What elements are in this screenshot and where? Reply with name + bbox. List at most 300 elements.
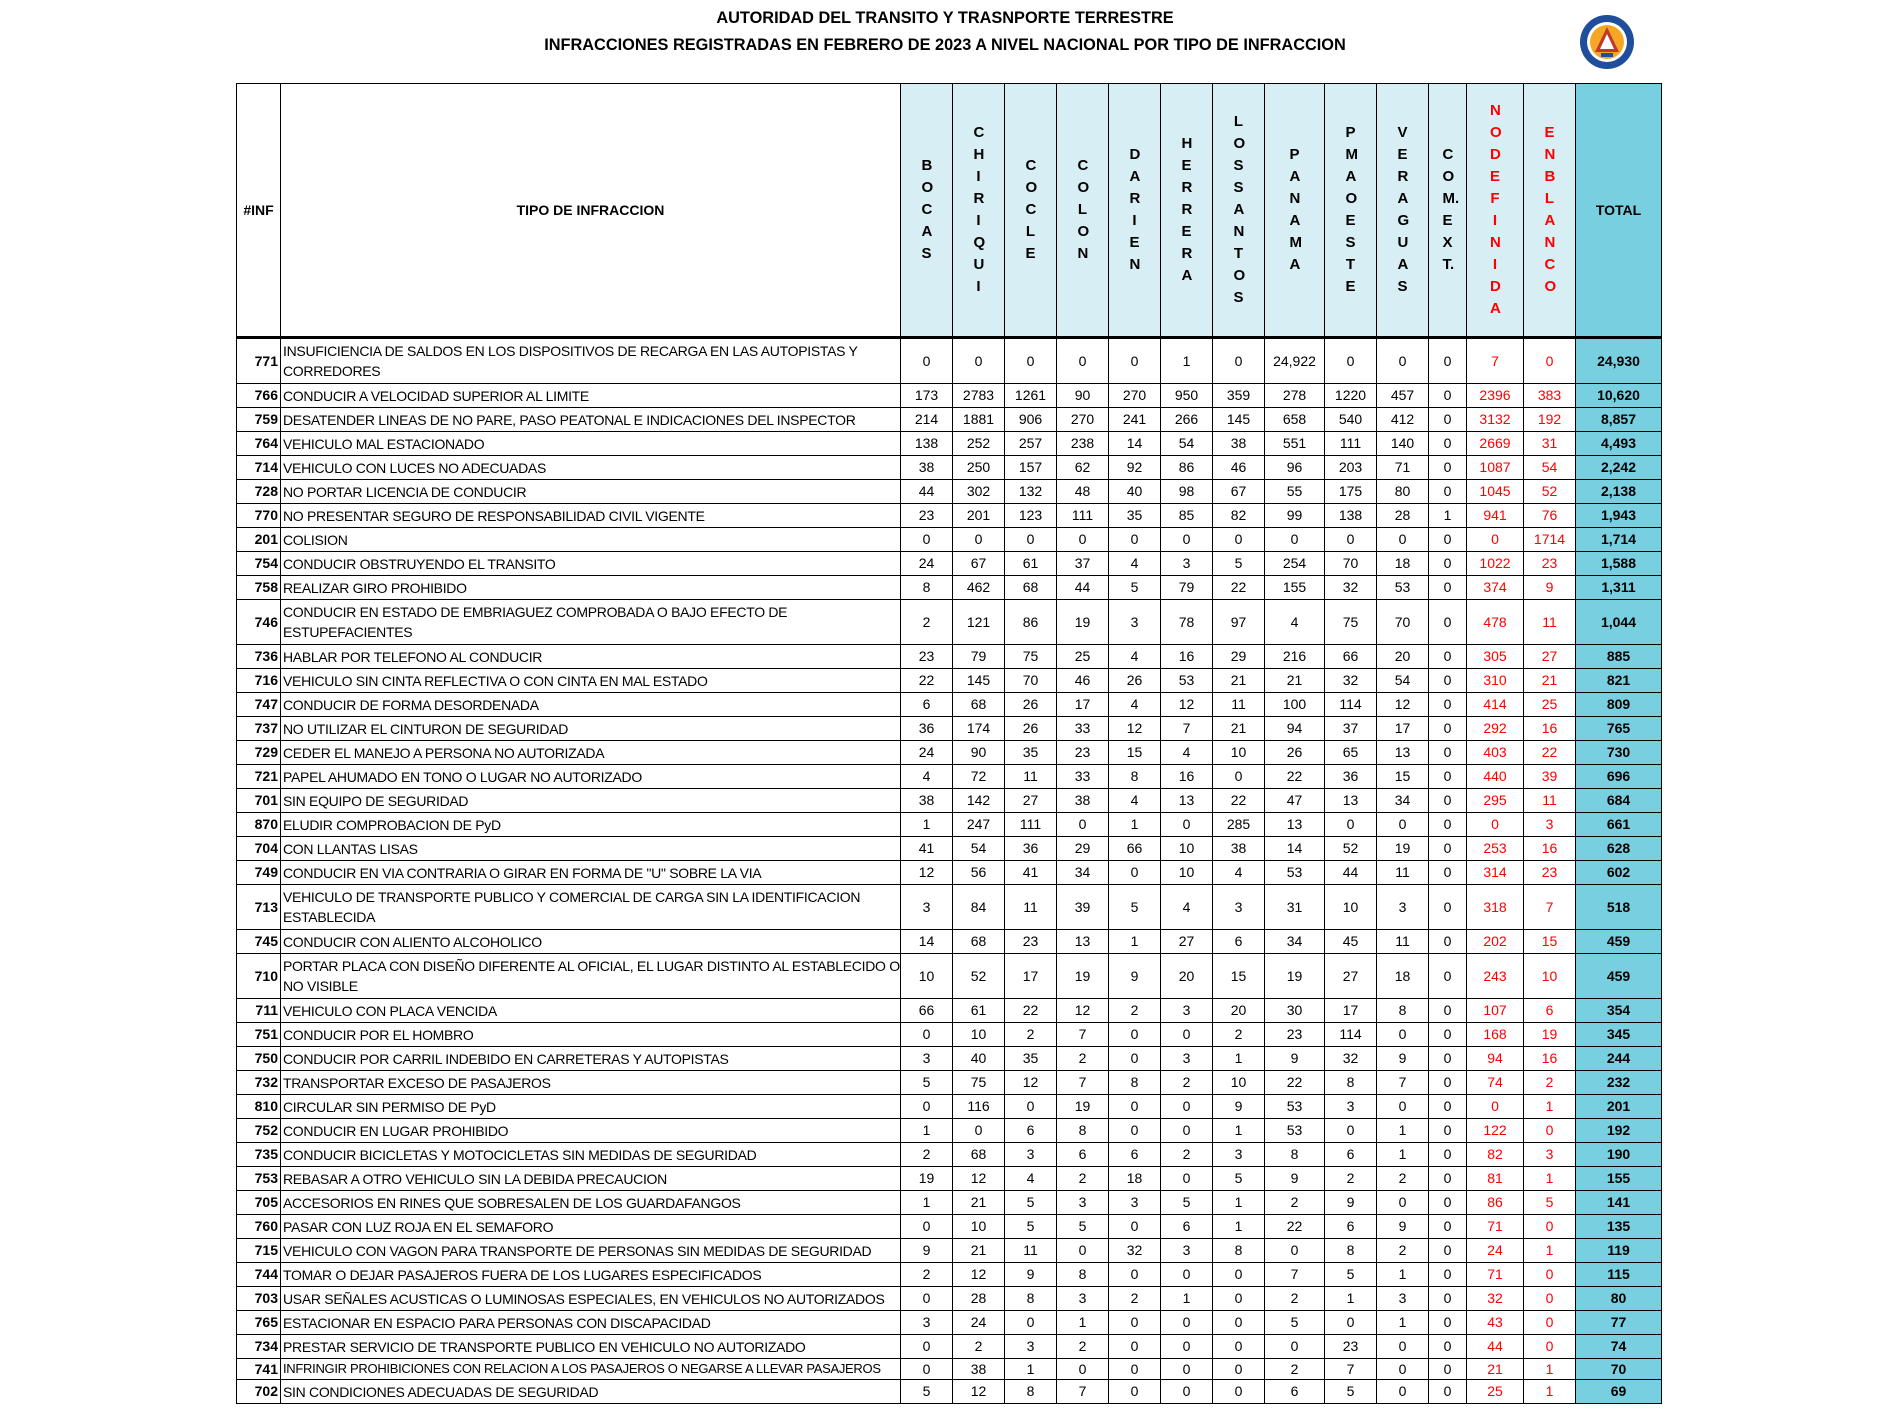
province-count-cell: 53 [1161, 669, 1213, 693]
total-cell: 1,044 [1576, 600, 1662, 645]
province-count-cell: 22 [1524, 741, 1576, 765]
province-count-cell: 0 [1429, 1380, 1467, 1404]
province-count-cell: 52 [1524, 480, 1576, 504]
infraction-description: CONDUCIR BICICLETAS Y MOTOCICLETAS SIN MEDIDAS DE SEGURIDAD [281, 1143, 901, 1167]
province-count-cell: 254 [1265, 552, 1325, 576]
province-count-cell: 2 [1265, 1287, 1325, 1311]
col-header-province [1429, 84, 1467, 338]
province-count-cell: 2 [1265, 1191, 1325, 1215]
province-count-cell: 5 [1325, 1263, 1377, 1287]
infraction-description: VEHICULO CON VAGON PARA TRANSPORTE DE PERSONAS SIN MEDIDAS DE SEGURIDAD [281, 1239, 901, 1263]
infraction-description: CONDUCIR POR EL HOMBRO [281, 1023, 901, 1047]
province-count-cell: 1087 [1467, 456, 1524, 480]
province-count-cell: 1 [1524, 1359, 1576, 1380]
col-header-province [1057, 84, 1109, 338]
province-count-cell: 3 [1005, 1143, 1057, 1167]
province-count-cell: 18 [1377, 552, 1429, 576]
province-count-cell: 111 [1005, 813, 1057, 837]
province-count-cell: 9 [1265, 1167, 1325, 1191]
province-count-cell: 3 [1057, 1191, 1109, 1215]
province-count-cell: 0 [1429, 408, 1467, 432]
province-count-cell: 12 [1377, 693, 1429, 717]
infraction-code: 741 [237, 1359, 281, 1380]
province-count-cell: 41 [901, 837, 953, 861]
infraction-code: 714 [237, 456, 281, 480]
province-count-cell: 1 [1377, 1143, 1429, 1167]
province-count-cell: 1 [1109, 813, 1161, 837]
province-count-cell: 0 [1109, 1359, 1161, 1380]
infraction-description: ACCESORIOS EN RINES QUE SOBRESALEN DE LOS GUARDAFANGOS [281, 1191, 901, 1215]
infraction-code: 810 [237, 1095, 281, 1119]
infraction-description: CONDUCIR POR CARRIL INDEBIDO EN CARRETERAS Y AUTOPISTAS [281, 1047, 901, 1071]
report-title-line1: AUTORIDAD DEL TRANSITO Y TRASNPORTE TERRESTRE [716, 8, 1174, 27]
province-count-cell: 25 [1524, 693, 1576, 717]
province-count-cell: 11 [1524, 789, 1576, 813]
col-header-province [1524, 84, 1576, 338]
province-count-cell: 68 [953, 930, 1005, 954]
province-count-cell: 25 [1467, 1380, 1524, 1404]
province-count-cell: 412 [1377, 408, 1429, 432]
infraction-code: 734 [237, 1335, 281, 1359]
infraction-description: NO UTILIZAR EL CINTURON DE SEGURIDAD [281, 717, 901, 741]
province-count-cell: 0 [901, 528, 953, 552]
col-header-province [1213, 84, 1265, 338]
province-label: LOS SANTOS [1233, 113, 1246, 306]
province-count-cell: 5 [1213, 1167, 1265, 1191]
col-header-province [901, 84, 953, 338]
province-count-cell: 23 [1057, 741, 1109, 765]
infraction-description: CONDUCIR EN ESTADO DE EMBRIAGUEZ COMPROBADA O BAJO EFECTO DE ESTUPEFACIENTES [281, 600, 901, 645]
province-count-cell: 8 [1005, 1287, 1057, 1311]
province-count-cell: 142 [953, 789, 1005, 813]
province-count-cell: 68 [953, 1143, 1005, 1167]
province-count-cell: 0 [901, 1287, 953, 1311]
table-row [237, 1263, 1662, 1287]
table-row [237, 885, 1662, 930]
province-count-cell: 5 [901, 1071, 953, 1095]
province-count-cell: 7 [1265, 1263, 1325, 1287]
province-count-cell: 28 [1377, 504, 1429, 528]
province-count-cell: 9 [901, 1239, 953, 1263]
total-cell: 10,620 [1576, 384, 1662, 408]
province-count-cell: 53 [1265, 1095, 1325, 1119]
province-count-cell: 3 [1109, 1191, 1161, 1215]
infraction-description: SIN EQUIPO DE SEGURIDAD [281, 789, 901, 813]
col-header-province [1467, 84, 1524, 338]
infraction-description: CONDUCIR A VELOCIDAD SUPERIOR AL LIMITE [281, 384, 901, 408]
province-count-cell: 6 [1325, 1143, 1377, 1167]
province-count-cell: 1 [1213, 1191, 1265, 1215]
table-row [237, 1380, 1662, 1404]
province-count-cell: 92 [1109, 456, 1161, 480]
province-count-cell: 56 [953, 861, 1005, 885]
province-count-cell: 0 [1377, 528, 1429, 552]
province-count-cell: 6 [1109, 1143, 1161, 1167]
province-count-cell: 0 [1109, 528, 1161, 552]
province-count-cell: 310 [1467, 669, 1524, 693]
province-count-cell: 29 [1057, 837, 1109, 861]
province-count-cell: 44 [1057, 576, 1109, 600]
table-row [237, 384, 1662, 408]
province-count-cell: 12 [901, 861, 953, 885]
province-count-cell: 132 [1005, 480, 1057, 504]
province-count-cell: 0 [1429, 765, 1467, 789]
col-header-province [1005, 84, 1057, 338]
infraction-code: 201 [237, 528, 281, 552]
province-count-cell: 6 [1005, 1119, 1057, 1143]
total-cell: 1,714 [1576, 528, 1662, 552]
province-count-cell: 33 [1057, 765, 1109, 789]
province-count-cell: 23 [901, 504, 953, 528]
province-count-cell: 81 [1467, 1167, 1524, 1191]
province-count-cell: 114 [1325, 1023, 1377, 1047]
province-count-cell: 31 [1265, 885, 1325, 930]
province-count-cell: 32 [1325, 669, 1377, 693]
province-count-cell: 243 [1467, 954, 1524, 999]
table-row [237, 1023, 1662, 1047]
province-count-cell: 0 [901, 1023, 953, 1047]
province-count-cell: 9 [1005, 1263, 1057, 1287]
infraction-description: TRANSPORTAR EXCESO DE PASAJEROS [281, 1071, 901, 1095]
province-label: DARIEN [1129, 146, 1141, 273]
province-count-cell: 19 [1524, 1023, 1576, 1047]
province-count-cell: 0 [1161, 813, 1213, 837]
province-count-cell: 0 [1467, 1095, 1524, 1119]
table-row [237, 813, 1662, 837]
province-count-cell: 71 [1467, 1215, 1524, 1239]
province-count-cell: 0 [1429, 600, 1467, 645]
province-count-cell: 250 [953, 456, 1005, 480]
total-cell: 244 [1576, 1047, 1662, 1071]
province-count-cell: 4 [1161, 885, 1213, 930]
province-count-cell: 16 [1161, 765, 1213, 789]
province-count-cell: 0 [1213, 765, 1265, 789]
province-count-cell: 32 [1325, 576, 1377, 600]
province-count-cell: 21 [953, 1239, 1005, 1263]
province-count-cell: 3 [1057, 1287, 1109, 1311]
province-count-cell: 2 [1161, 1071, 1213, 1095]
infraction-description: REBASAR A OTRO VEHICULO SIN LA DEBIDA PRECAUCION [281, 1167, 901, 1191]
province-count-cell: 10 [1161, 861, 1213, 885]
province-count-cell: 0 [1429, 1215, 1467, 1239]
province-count-cell: 9 [1265, 1047, 1325, 1071]
province-count-cell: 16 [1524, 717, 1576, 741]
infraction-code: 736 [237, 645, 281, 669]
infraction-code: 747 [237, 693, 281, 717]
province-count-cell: 23 [1325, 1335, 1377, 1359]
province-count-cell: 23 [901, 645, 953, 669]
table-row [237, 1167, 1662, 1191]
province-count-cell: 0 [1377, 1191, 1429, 1215]
province-label: COLON [1077, 157, 1090, 262]
col-header-province [1325, 84, 1377, 338]
table-row [237, 954, 1662, 999]
province-count-cell: 28 [953, 1287, 1005, 1311]
province-count-cell: 7 [1325, 1359, 1377, 1380]
province-count-cell: 36 [1005, 837, 1057, 861]
province-count-cell: 8 [1005, 1380, 1057, 1404]
province-count-cell: 0 [953, 1119, 1005, 1143]
province-count-cell: 2 [901, 600, 953, 645]
province-count-cell: 0 [1429, 338, 1467, 384]
total-cell: 232 [1576, 1071, 1662, 1095]
province-count-cell: 27 [1524, 645, 1576, 669]
province-count-cell: 38 [1057, 789, 1109, 813]
province-count-cell: 3 [1109, 600, 1161, 645]
table-row [237, 432, 1662, 456]
province-count-cell: 3 [1377, 885, 1429, 930]
province-count-cell: 0 [901, 1215, 953, 1239]
province-count-cell: 3 [1005, 1335, 1057, 1359]
province-count-cell: 0 [1524, 1215, 1576, 1239]
province-count-cell: 145 [953, 669, 1005, 693]
province-count-cell: 14 [1265, 837, 1325, 861]
province-count-cell: 950 [1161, 384, 1213, 408]
province-count-cell: 24,922 [1265, 338, 1325, 384]
province-count-cell: 201 [953, 504, 1005, 528]
province-count-cell: 11 [1005, 765, 1057, 789]
infraction-description: DESATENDER LINEAS DE NO PARE, PASO PEATONAL E INDICACIONES DEL INSPECTOR [281, 408, 901, 432]
table-row [237, 645, 1662, 669]
province-count-cell: 23 [1265, 1023, 1325, 1047]
total-cell: 74 [1576, 1335, 1662, 1359]
province-count-cell: 37 [1325, 717, 1377, 741]
province-count-cell: 2 [1524, 1071, 1576, 1095]
province-count-cell: 11 [1213, 693, 1265, 717]
infraction-description: CONDUCIR EN VIA CONTRARIA O GIRAR EN FORMA DE "U" SOBRE LA VIA [281, 861, 901, 885]
province-count-cell: 0 [1524, 1263, 1576, 1287]
report-title-line2: INFRACCIONES REGISTRADAS EN FEBRERO DE 2023 A NIVEL NACIONAL POR TIPO DE INFRACCION [544, 35, 1346, 54]
province-count-cell: 238 [1057, 432, 1109, 456]
province-count-cell: 38 [953, 1359, 1005, 1380]
province-count-cell: 61 [1005, 552, 1057, 576]
province-count-cell: 457 [1377, 384, 1429, 408]
province-count-cell: 75 [1005, 645, 1057, 669]
province-count-cell: 11 [1377, 930, 1429, 954]
province-count-cell: 192 [1524, 408, 1576, 432]
province-count-cell: 1 [1213, 1215, 1265, 1239]
infraction-code: 759 [237, 408, 281, 432]
province-count-cell: 94 [1265, 717, 1325, 741]
province-count-cell: 31 [1524, 432, 1576, 456]
province-count-cell: 0 [1429, 645, 1467, 669]
infraction-code: 870 [237, 813, 281, 837]
infraction-description: VEHICULO MAL ESTACIONADO [281, 432, 901, 456]
province-count-cell: 96 [1265, 456, 1325, 480]
infraction-description: CIRCULAR SIN PERMISO DE PyD [281, 1095, 901, 1119]
province-count-cell: 23 [1524, 552, 1576, 576]
province-count-cell: 67 [1213, 480, 1265, 504]
province-count-cell: 0 [1429, 1095, 1467, 1119]
province-count-cell: 1 [901, 813, 953, 837]
province-count-cell: 8 [901, 576, 953, 600]
col-header-inf: #INF [237, 84, 281, 338]
province-count-cell: 0 [901, 1335, 953, 1359]
province-count-cell: 3 [1161, 552, 1213, 576]
province-count-cell: 252 [953, 432, 1005, 456]
province-count-cell: 7 [1377, 1071, 1429, 1095]
province-count-cell: 4 [1161, 741, 1213, 765]
province-count-cell: 3 [1161, 999, 1213, 1023]
province-count-cell: 13 [1325, 789, 1377, 813]
province-count-cell: 305 [1467, 645, 1524, 669]
province-count-cell: 2 [1325, 1167, 1377, 1191]
total-cell: 2,242 [1576, 456, 1662, 480]
province-count-cell: 202 [1467, 930, 1524, 954]
table-row [237, 1287, 1662, 1311]
province-count-cell: 21 [1213, 669, 1265, 693]
table-row [237, 1095, 1662, 1119]
province-count-cell: 4 [1109, 645, 1161, 669]
province-count-cell: 5 [1325, 1380, 1377, 1404]
province-count-cell: 3 [1213, 1143, 1265, 1167]
province-count-cell: 10 [1213, 1071, 1265, 1095]
province-count-cell: 0 [1057, 338, 1109, 384]
province-count-cell: 62 [1057, 456, 1109, 480]
total-cell: 135 [1576, 1215, 1662, 1239]
province-count-cell: 21 [1524, 669, 1576, 693]
table-row [237, 1239, 1662, 1263]
province-count-cell: 70 [1377, 600, 1429, 645]
province-count-cell: 0 [1429, 528, 1467, 552]
total-cell: 1,588 [1576, 552, 1662, 576]
total-cell: 821 [1576, 669, 1662, 693]
province-count-cell: 5 [1524, 1191, 1576, 1215]
province-count-cell: 1 [1524, 1167, 1576, 1191]
province-count-cell: 72 [953, 765, 1005, 789]
province-count-cell: 61 [953, 999, 1005, 1023]
col-header-province [1265, 84, 1325, 338]
province-count-cell: 314 [1467, 861, 1524, 885]
province-count-cell: 4 [1109, 789, 1161, 813]
infraction-code: 752 [237, 1119, 281, 1143]
province-count-cell: 1220 [1325, 384, 1377, 408]
province-count-cell: 10 [1524, 954, 1576, 999]
province-count-cell: 0 [1213, 1287, 1265, 1311]
province-count-cell: 383 [1524, 384, 1576, 408]
province-count-cell: 0 [1161, 1167, 1213, 1191]
province-count-cell: 1 [1524, 1380, 1576, 1404]
total-cell: 201 [1576, 1095, 1662, 1119]
province-count-cell: 138 [901, 432, 953, 456]
province-count-cell: 84 [953, 885, 1005, 930]
province-count-cell: 121 [953, 600, 1005, 645]
total-cell: 190 [1576, 1143, 1662, 1167]
table-row [237, 552, 1662, 576]
province-count-cell: 8 [1265, 1143, 1325, 1167]
province-count-cell: 78 [1161, 600, 1213, 645]
province-count-cell: 0 [1213, 1335, 1265, 1359]
province-count-cell: 2 [953, 1335, 1005, 1359]
infraction-description: REALIZAR GIRO PROHIBIDO [281, 576, 901, 600]
province-count-cell: 11 [1005, 1239, 1057, 1263]
province-count-cell: 359 [1213, 384, 1265, 408]
infraction-description: CEDER EL MANEJO A PERSONA NO AUTORIZADA [281, 741, 901, 765]
province-count-cell: 7 [1057, 1071, 1109, 1095]
province-count-cell: 10 [1325, 885, 1377, 930]
province-count-cell: 2783 [953, 384, 1005, 408]
province-count-cell: 270 [1109, 384, 1161, 408]
total-cell: 69 [1576, 1380, 1662, 1404]
province-count-cell: 53 [1265, 1119, 1325, 1143]
col-header-tipo: TIPO DE INFRACCION [281, 84, 901, 338]
province-count-cell: 0 [1109, 338, 1161, 384]
province-count-cell: 0 [1161, 1023, 1213, 1047]
total-cell: 765 [1576, 717, 1662, 741]
infraction-description: VEHICULO CON PLACA VENCIDA [281, 999, 901, 1023]
province-count-cell: 10 [901, 954, 953, 999]
total-cell: 661 [1576, 813, 1662, 837]
province-count-cell: 0 [1213, 1311, 1265, 1335]
infraction-description: TOMAR O DEJAR PASAJEROS FUERA DE LOS LUGARES ESPECIFICADOS [281, 1263, 901, 1287]
col-header-province [1109, 84, 1161, 338]
infraction-description: PAPEL AHUMADO EN TONO O LUGAR NO AUTORIZADO [281, 765, 901, 789]
infraction-code: 713 [237, 885, 281, 930]
infraction-description: VEHICULO CON LUCES NO ADECUADAS [281, 456, 901, 480]
province-count-cell: 2 [1109, 999, 1161, 1023]
province-count-cell: 0 [901, 1359, 953, 1380]
province-count-cell: 13 [1161, 789, 1213, 813]
province-label: EN BLANCO [1544, 124, 1557, 295]
province-count-cell: 0 [1377, 1380, 1429, 1404]
province-count-cell: 3 [1524, 1143, 1576, 1167]
province-count-cell: 44 [1467, 1335, 1524, 1359]
province-count-cell: 75 [1325, 600, 1377, 645]
province-count-cell: 82 [1467, 1143, 1524, 1167]
province-count-cell: 0 [1429, 813, 1467, 837]
province-count-cell: 292 [1467, 717, 1524, 741]
province-count-cell: 79 [1161, 576, 1213, 600]
province-count-cell: 100 [1265, 693, 1325, 717]
province-count-cell: 0 [1005, 1311, 1057, 1335]
province-count-cell: 0 [1109, 1335, 1161, 1359]
total-cell: 119 [1576, 1239, 1662, 1263]
province-count-cell: 71 [1467, 1263, 1524, 1287]
province-count-cell: 0 [901, 1095, 953, 1119]
infraction-code: 705 [237, 1191, 281, 1215]
province-count-cell: 14 [1109, 432, 1161, 456]
province-count-cell: 2 [1057, 1167, 1109, 1191]
province-count-cell: 168 [1467, 1023, 1524, 1047]
province-count-cell: 97 [1213, 600, 1265, 645]
province-count-cell: 33 [1057, 717, 1109, 741]
province-count-cell: 0 [1429, 1167, 1467, 1191]
province-count-cell: 22 [1265, 1071, 1325, 1095]
province-count-cell: 0 [1429, 552, 1467, 576]
province-count-cell: 0 [1429, 1191, 1467, 1215]
province-count-cell: 40 [953, 1047, 1005, 1071]
province-count-cell: 1 [1213, 1047, 1265, 1071]
province-count-cell: 13 [1377, 741, 1429, 765]
infraction-code: 771 [237, 338, 281, 384]
infraction-description: NO PRESENTAR SEGURO DE RESPONSABILIDAD CIVIL VIGENTE [281, 504, 901, 528]
province-count-cell: 19 [1377, 837, 1429, 861]
province-count-cell: 0 [1429, 693, 1467, 717]
province-count-cell: 44 [1325, 861, 1377, 885]
province-count-cell: 0 [1429, 1335, 1467, 1359]
province-count-cell: 0 [1109, 1380, 1161, 1404]
total-cell: 459 [1576, 930, 1662, 954]
total-cell: 4,493 [1576, 432, 1662, 456]
province-count-cell: 26 [1265, 741, 1325, 765]
province-count-cell: 257 [1005, 432, 1057, 456]
province-count-cell: 35 [1109, 504, 1161, 528]
province-count-cell: 0 [953, 528, 1005, 552]
province-count-cell: 67 [953, 552, 1005, 576]
province-count-cell: 27 [1005, 789, 1057, 813]
province-label: COM. EXT. [1442, 146, 1460, 273]
province-count-cell: 0 [1109, 1119, 1161, 1143]
